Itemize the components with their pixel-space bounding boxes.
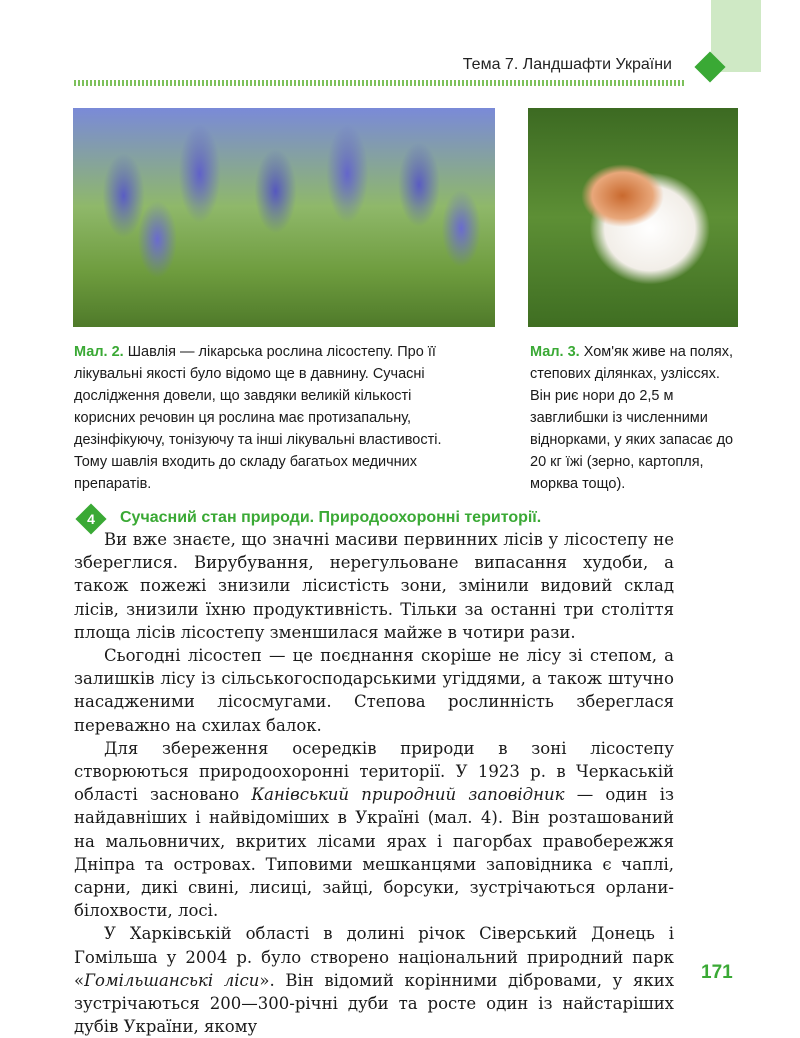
- paragraph: [74, 528, 674, 644]
- section-title: Сучасний стан природи. Природоохоронні території.: [120, 509, 542, 526]
- hamster-photo: [528, 108, 738, 327]
- body-text: [74, 528, 674, 1038]
- paragraph: [74, 922, 674, 1038]
- sage-photo: [73, 108, 495, 327]
- paragraph-text: Сьогодні лісостеп — це поєднання скоріше не лісу зі степом, а залишків лісу із сільськогосподарськими угіддями, а також штучно насадженими лісосмугами. Степова рослинність збереглася переважно на схилах балок.: [74, 646, 674, 735]
- park-name: Гомільшанські ліси: [84, 970, 260, 990]
- paragraph: [74, 644, 674, 737]
- paragraph-text: — один із найдавніших і найвідоміших в Україні (мал. 4). Він розташований на мальовничих, вкритих лісами ярах і пагорбах правобережжя Дніпра та островах. Типовими мешканцями заповідника є чаплі, сарни, дикі свині, лисиці, зайці, борсуки, зустрічаються орлани-білохвости, лосі.: [74, 785, 675, 921]
- paragraph-text: Для збереження осередків природи в зоні лісостепу створюються природоохоронні території. У 1923 р. в Черкаській області засновано: [74, 738, 674, 805]
- reserve-name: Канівський природний заповідник: [251, 785, 565, 805]
- paragraph-text: ». Він відомий корінними дібровами, у яких зустрічаються 200—300-річні дуби та росте один із найстаріших дубів України, якому: [74, 970, 674, 1037]
- paragraph-text: У Харківській області в долині річок Сіверський Донець і Гомільша у 2004 р. було створено національний природний парк «: [74, 924, 674, 990]
- paragraph: [74, 737, 674, 923]
- paragraph-text: Ви вже знаєте, що значні масиви первинних лісів у лісостепу не збереглися. Вирубування, нерегульоване випасання худоби, а також пожежі знизили лісистість зони, змінили видовий склад лісів, знизили їхню продуктивність. Тільки за останні три століття площа лісів лісостепу зменшилася майже в чотири рази.: [74, 530, 674, 642]
- section-number: 4: [87, 511, 95, 527]
- page-header-title: Тема 7. Ландшафти України: [462, 56, 672, 73]
- figure-caption-text: Хом'як живе на полях, степових ділянках, узліссях. Він риє нори до 2,5 м завглибшки із численними віднорками, у яких запасає до 20 кг їжі (зерно, картопля, морква тощо).: [530, 344, 734, 492]
- header-dotted-rule: [74, 80, 686, 86]
- figure-caption-hamster: [530, 341, 735, 495]
- figure-label: Мал. 3.: [530, 344, 580, 360]
- figure-label: Мал. 2.: [74, 344, 124, 360]
- page-number: 171: [701, 962, 733, 983]
- figure-caption-sage: [74, 341, 474, 495]
- figure-caption-text: Шавлія — лікарська рослина лісостепу. Про її лікувальні якості було відомо ще в давнину. Сучасні дослідження довели, що завдяки великій кількості корисних речовин ця рослина має протизапальну, дезінфікуючу, тонізуючу та інші лікувальні властивості. Тому шавлія входить до складу багатьох медичних препаратів.: [74, 344, 442, 492]
